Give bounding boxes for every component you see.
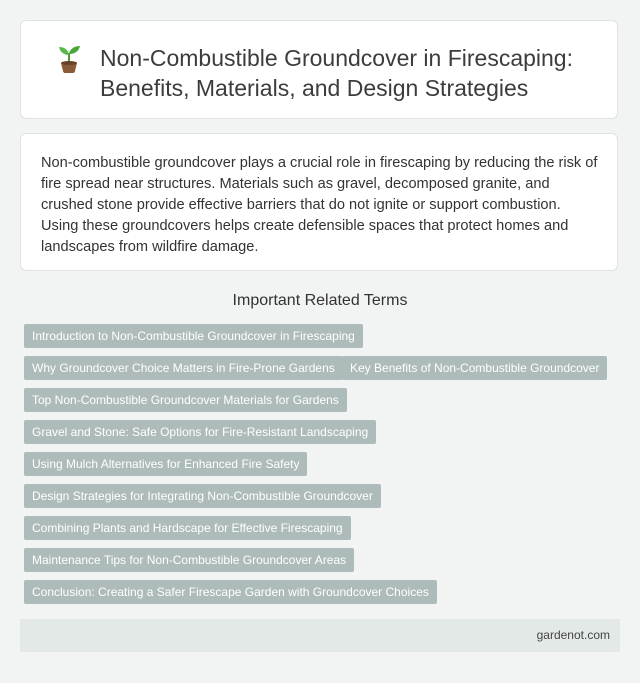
related-term[interactable]: Key Benefits of Non-Combustible Groundcover [342, 356, 607, 380]
related-term[interactable]: Using Mulch Alternatives for Enhanced Fire Safety [24, 452, 307, 476]
footer [20, 619, 620, 652]
related-term[interactable]: Design Strategies for Integrating Non-Combustible Groundcover [24, 484, 381, 508]
footer-site-link[interactable]: gardenot.com [536, 628, 610, 642]
related-term[interactable]: Introduction to Non-Combustible Groundcover in Firescaping [24, 324, 363, 348]
title-card [20, 20, 618, 119]
page-title: Non-Combustible Groundcover in Firescaping: Benefits, Materials, and Design Strategies [100, 45, 573, 101]
seedling-icon [56, 43, 82, 73]
related-term[interactable]: Conclusion: Creating a Safer Firescape Garden with Groundcover Choices [24, 580, 437, 604]
related-term[interactable]: Maintenance Tips for Non-Combustible Groundcover Areas [24, 548, 354, 572]
related-term[interactable]: Gravel and Stone: Safe Options for Fire-Resistant Landscaping [24, 420, 376, 444]
intro-paragraph: Non-combustible groundcover plays a crucial role in firescaping by reducing the risk of fire spread near structures. Materials such as gravel, decomposed granite, and crushed stone provide effective barriers that do not ignite or support combustion. Using these groundcovers helps create defensible spaces that protect homes and landscapes from wildfire damage. [41, 155, 598, 255]
related-term[interactable]: Top Non-Combustible Groundcover Materials for Gardens [24, 388, 347, 412]
intro-card [20, 133, 618, 271]
related-term[interactable]: Why Groundcover Choice Matters in Fire-Prone Gardens [24, 356, 343, 380]
related-terms-heading: Important Related Terms [232, 292, 408, 309]
related-term[interactable]: Combining Plants and Hardscape for Effective Firescaping [24, 516, 351, 540]
